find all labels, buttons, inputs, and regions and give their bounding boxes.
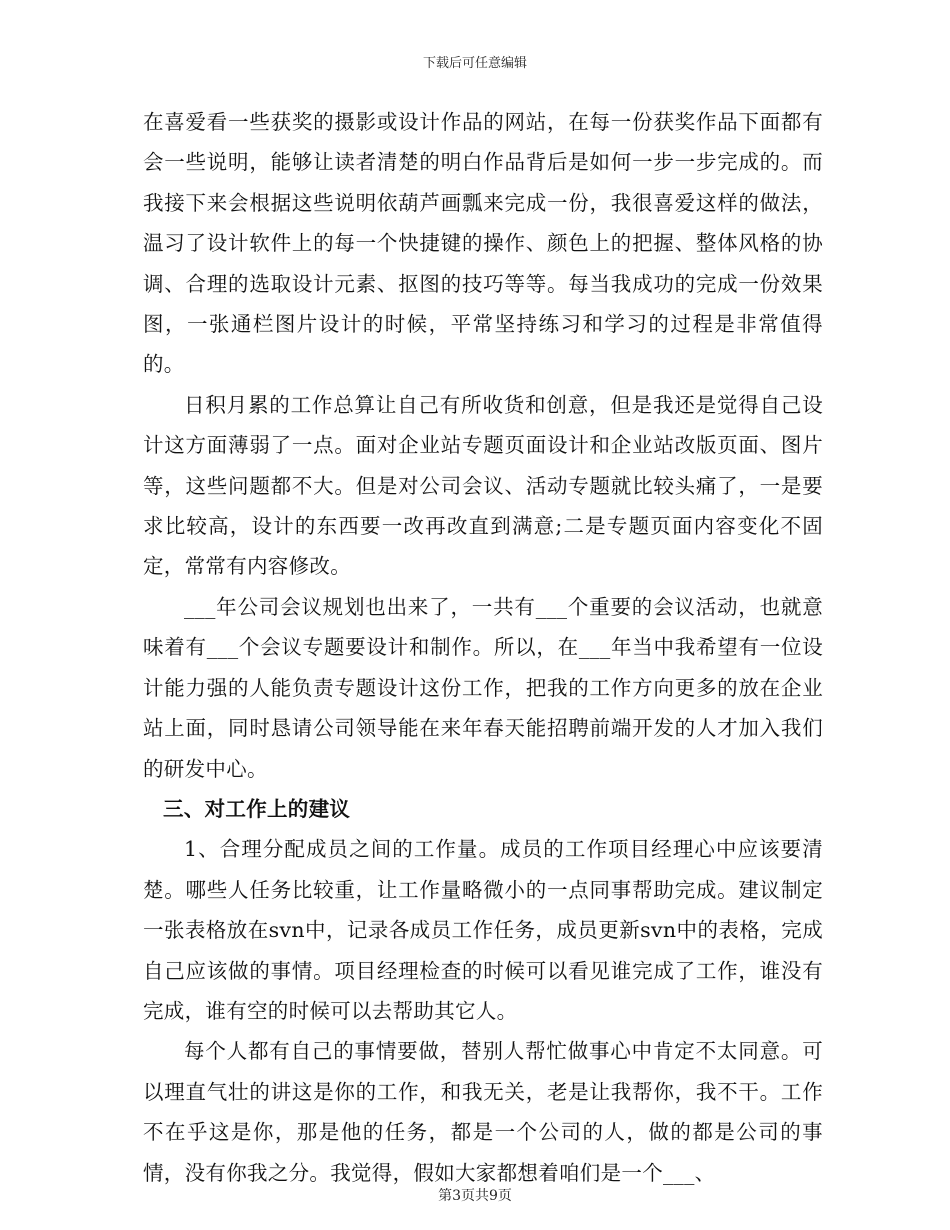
paragraph-continued: 在喜爱看一些获奖的摄影或设计作品的网站，在每一份获奖作品下面都有会一些说明，能够让读者清楚的明白作品背后是如何一步一步完成的。而我接下来会根据这些说明依葫芦画瓢来完成一份，我很喜爱这样的做法，温习了设计软件上的每一个快捷键的操作、颜色上的把握、整体风格的协调、合理的选取设计元素、抠图的技巧等等。每当我成功的完成一份效果图，一张通栏图片设计的时候，平常坚持练习和学习的过程是非常值得的。: [143, 110, 823, 377]
paragraph-teamwork: 每个人都有自己的事情要做，替别人帮忙做事心中肯定不太同意。可以理直气壮的讲这是你的工作，和我无关，老是让我帮你，我不干。工作不在乎这是你，那是他的任务，都是一个公司的人，做的都是公司的事情，没有你我之分。我觉得，假如大家都想着咱们是一个___、: [143, 1039, 823, 1185]
page-footer: 第3页共9页: [438, 1188, 512, 1204]
paragraph-suggestion-1: 1、合理分配成员之间的工作量。成员的工作项目经理心中应该要清楚。哪些人任务比较重，让工作量略微小的一点同事帮助完成。建议制定一张表格放在svn中，记录各成员工作任务，成员更新svn中的表格，完成自己应该做的事情。项目经理检查的时候可以看见谁完成了工作，谁没有完成，谁有空的时候可以去帮助其它人。: [143, 837, 823, 1023]
page-header: 下载后可任意编辑: [422, 56, 527, 71]
section-heading-suggestions: 三、对工作上的建议: [163, 796, 351, 821]
document-body: [143, 102, 823, 1193]
paragraph-meeting-plan: ___年公司会议规划也出来了，一共有___个重要的会议活动，也就意味着有___个会议专题要设计和制作。所以，在___年当中我希望有一位设计能力强的人能负责专题设计这份工作，把我的工作方向更多的放在企业站上面，同时恳请公司领导能在来年春天能招聘前端开发的人才加入我们的研发中心。: [143, 594, 823, 781]
paragraph-accumulated-work: 日积月累的工作总算让自己有所收货和创意，但是我还是觉得自己设计这方面薄弱了一点。面对企业站专题页面设计和企业站改版页面、图片等，这些问题都不大。但是对公司会议、活动专题就比较头痛了，一是要求比较高，设计的东西要一改再改直到满意;二是专题页面内容变化不固定，常常有内容修改。: [143, 392, 823, 579]
